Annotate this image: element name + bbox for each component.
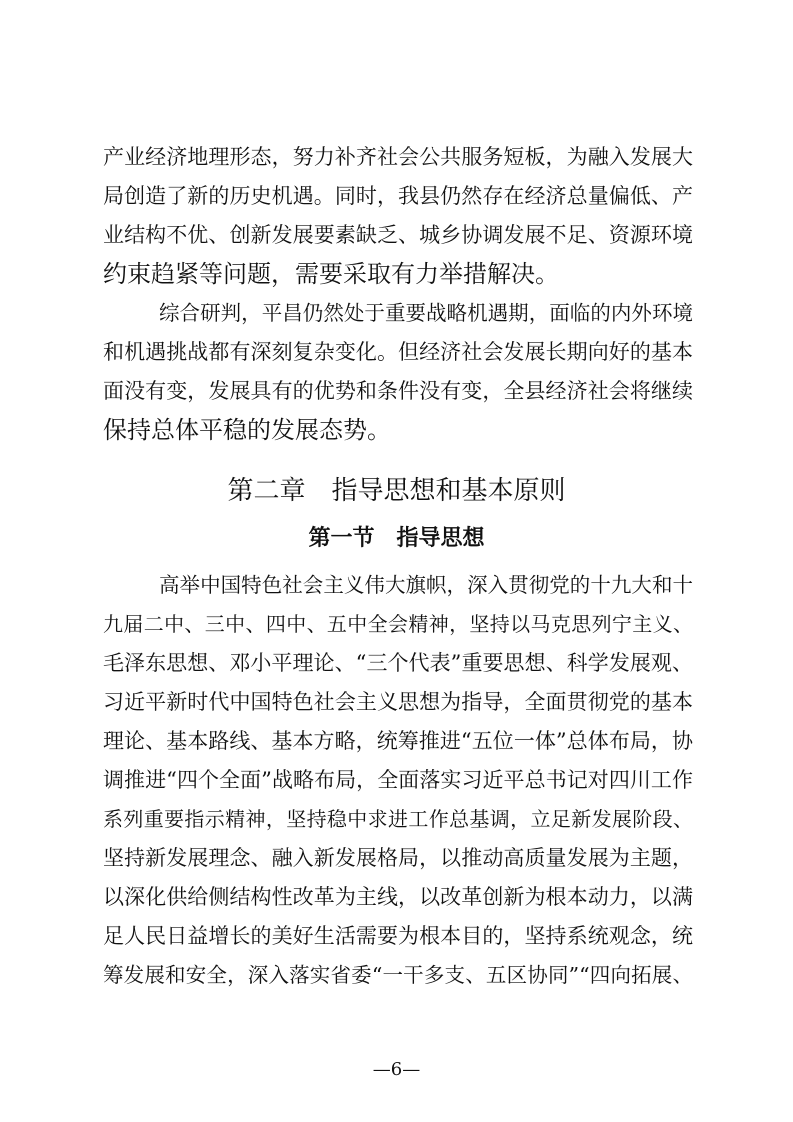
paragraph-line: 局创造了新的历史机遇。同时，我县仍然存在经济总量偏低、产: [103, 184, 693, 208]
paragraph-line: 筹发展和安全，深入落实省委“一干多支、五区协同”“四向拓展、: [103, 963, 693, 987]
paragraph-line: 坚持新发展理念、融入新发展格局，以推动高质量发展为主题，: [103, 846, 693, 870]
paragraph-line: 习近平新时代中国特色社会主义思想为指导，全面贯彻党的基本: [103, 690, 693, 714]
paragraph-line: 毛泽东思想、邓小平理论、“三个代表”重要思想、科学发展观、: [103, 651, 693, 675]
chapter-heading: 第二章 指导思想和基本原则: [227, 476, 566, 506]
section-heading: 第一节 指导思想: [308, 525, 485, 551]
paragraph-line: 以深化供给侧结构性改革为主线，以改革创新为根本动力，以满: [103, 885, 693, 909]
paragraph-line: 理论、基本路线、基本方略，统筹推进“五位一体”总体布局，协: [103, 729, 693, 753]
paragraph-line: 高举中国特色社会主义伟大旗帜，深入贯彻党的十九大和十: [159, 573, 693, 597]
paragraph-line: 保持总体平稳的发展态势。: [103, 416, 391, 444]
paragraph-line: 调推进“四个全面”战略布局，全面落实习近平总书记对四川工作: [103, 768, 693, 792]
page-number: —6—: [372, 1059, 421, 1080]
paragraph-line: 业结构不优、创新发展要素缺乏、城乡协调发展不足、资源环境: [103, 223, 693, 247]
paragraph-line: 系列重要指示精神，坚持稳中求进工作总基调，立足新发展阶段、: [103, 807, 693, 831]
paragraph-line: 足人民日益增长的美好生活需要为根本目的，坚持系统观念，统: [103, 924, 693, 948]
paragraph-line: 九届二中、三中、四中、五中全会精神，坚持以马克思列宁主义、: [103, 612, 693, 636]
paragraph-line: 面没有变，发展具有的优势和条件没有变，全县经济社会将继续: [103, 379, 693, 403]
paragraph-line: 综合研判，平昌仍然处于重要战略机遇期，面临的内外环境: [159, 301, 693, 325]
paragraph-line: 和机遇挑战都有深刻复杂变化。但经济社会发展长期向好的基本: [103, 340, 693, 364]
paragraph-line: 产业经济地理形态，努力补齐社会公共服务短板，为融入发展大: [103, 145, 693, 169]
paragraph-line: 约束趋紧等问题，需要采取有力举措解决。: [103, 260, 559, 288]
